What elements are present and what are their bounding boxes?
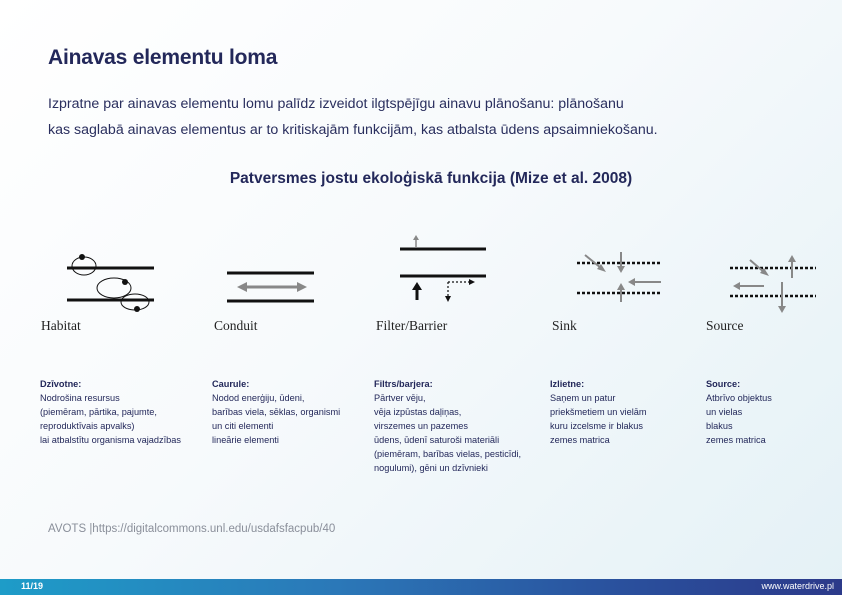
page-title: Ainavas elementu loma <box>48 46 278 69</box>
diagram-label-habitat: Habitat <box>41 318 81 333</box>
diagram-label-conduit: Conduit <box>214 318 258 333</box>
description-heading: Izlietne: <box>550 379 585 389</box>
description-line: Saņem un patur <box>550 393 616 403</box>
description-heading: Filtrs/barjera: <box>374 379 433 389</box>
description-heading: Caurule: <box>212 379 250 389</box>
description-line: vēja izpūstas daļiņas, <box>374 407 462 417</box>
description-line: Pārtver vēju, <box>374 393 426 403</box>
diagram-source <box>706 230 836 340</box>
diagram-filter-barrier <box>375 230 505 340</box>
description-line: nogulumi), gēni un dzīvnieki <box>374 463 488 473</box>
description-line: Atbrīvo objektus <box>706 393 772 403</box>
diagram-conduit <box>213 230 343 340</box>
filter-barrier-diagram-icon <box>375 230 505 320</box>
description-line: lineārie elementi <box>212 435 279 445</box>
source-citation: AVOTS |https://digitalcommons.unl.edu/usdafsfacpub/40 <box>48 523 336 535</box>
intro-line-1: Izpratne par ainavas elementu lomu palīdz izveidot ilgtspējīgu ainavu plānošanu: plānošanu <box>48 96 624 112</box>
intro-line-2: kas saglabā ainavas elementus ar to kritiskajām funkcijām, kas atbalsta ūdens apsaimniekošanu. <box>48 122 658 138</box>
diagram-label-filter-barrier: Filter/Barrier <box>376 318 448 333</box>
page-number: 11/19 <box>21 581 44 591</box>
description-habitat <box>40 377 181 447</box>
description-line: blakus <box>706 421 733 431</box>
sink-diagram-icon <box>551 230 681 320</box>
description-line: barības viela, sēklas, organismi <box>212 407 341 417</box>
description-line: un citi elementi <box>212 421 274 431</box>
description-line: reproduktīvais apvalks) <box>40 421 135 431</box>
diagram-habitat <box>40 230 170 340</box>
diagram-sink <box>551 230 681 340</box>
description-source <box>706 377 772 447</box>
diagram-label-sink: Sink <box>552 318 577 333</box>
description-line: Nodrošina resursus <box>40 393 120 403</box>
habitat-diagram-icon <box>40 230 170 320</box>
description-line: priekšmetiem un vielām <box>550 407 647 417</box>
description-heading: Source: <box>706 379 741 389</box>
description-filter-barrier <box>374 377 521 475</box>
intro-paragraph <box>48 91 768 143</box>
description-line: ūdens, ūdenī saturoši materiāli <box>374 435 500 445</box>
footer-bar <box>0 579 842 595</box>
description-line: (piemēram, pārtika, pajumte, <box>40 407 157 417</box>
website-link[interactable]: www.waterdrive.pl <box>761 581 834 591</box>
description-conduit <box>212 377 340 447</box>
diagram-label-source: Source <box>706 318 744 333</box>
description-line: lai atbalstītu organisma vajadzības <box>40 435 181 445</box>
description-line: Nodod enerģiju, ūdeni, <box>212 393 305 403</box>
description-sink <box>550 377 647 447</box>
description-line: (piemēram, barības vielas, pesticīdi, <box>374 449 522 459</box>
conduit-diagram-icon <box>213 230 343 320</box>
description-line: zemes matrica <box>550 435 610 445</box>
source-diagram-icon <box>706 230 836 320</box>
description-heading: Dzīvotne: <box>40 379 82 389</box>
description-line: kuru izcelsme ir blakus <box>550 421 643 431</box>
description-line: virszemes un pazemes <box>374 421 468 431</box>
section-subtitle: Patversmes jostu ekoloģiskā funkcija (Mize et al. 2008) <box>229 170 633 187</box>
description-line: un vielas <box>706 407 743 417</box>
description-line: zemes matrica <box>706 435 766 445</box>
